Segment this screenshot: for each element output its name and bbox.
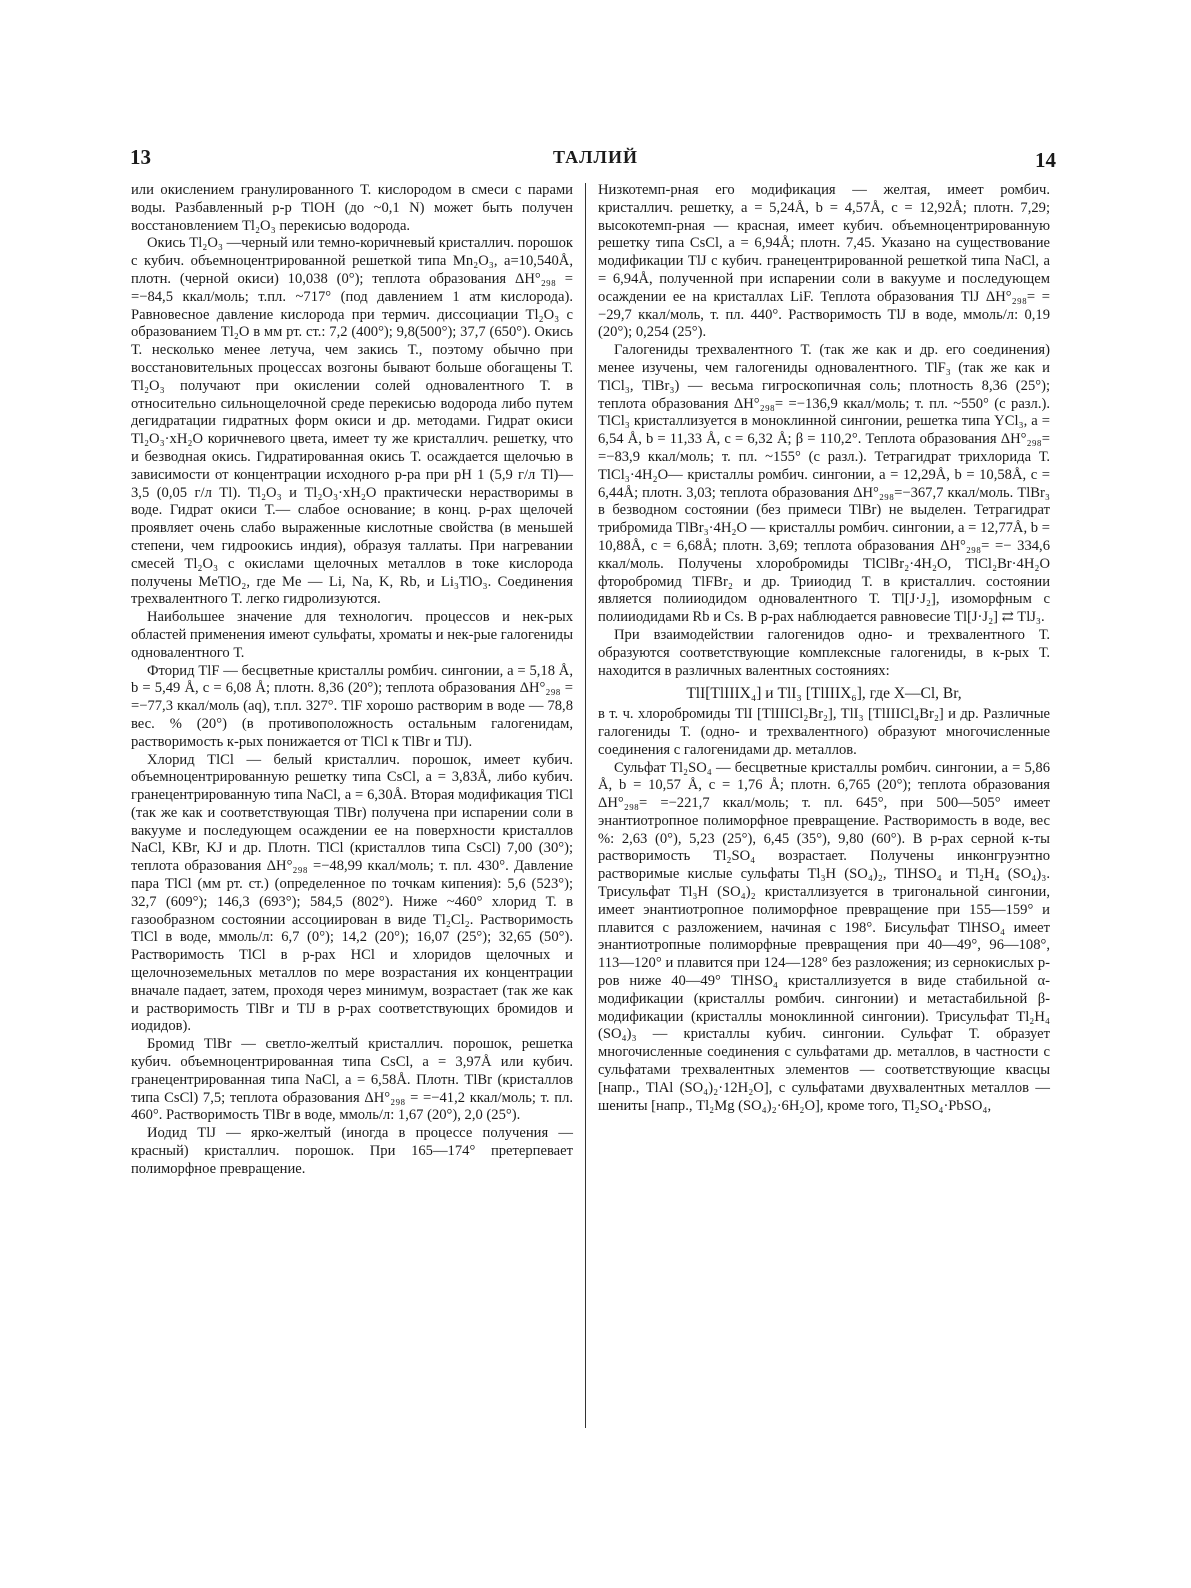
page-number-right: 14 bbox=[1035, 148, 1056, 172]
page-title: ТАЛЛИЙ bbox=[553, 147, 638, 167]
formula: TlI[TlIIIX₄] и TlI₃ [TlIIIX₆], где X—Cl, Br, bbox=[686, 685, 962, 703]
paragraph-fluoride: Фторид TlF — бесцветные кристаллы ромбич. сингонии, a = 5,18 Å, b = 5,49 Å, c = 6,08 Å; плотн. 8,36 (20°); теплота образования ΔH°₂₉₈ = =−77,3 ккал/моль (aq), т.пл. 327°. TlF хорошо растворим в воде — 78,8 вес. % (20°) (в противоположность остальным галогенидам, растворимость к-рых понижается от TlCl к TlBr и TlJ). bbox=[131, 662, 573, 750]
paragraph-chloride: Хлорид TlCl — белый кристаллич. порошок, имеет кубич. объемноцентрированную решетку типа CsCl, a = 3,83Å, либо кубич. гранецентрированную типа NaCl, a = 6,30Å. Вторая модификация TlCl (так же как и соответствующая TlBr) получена при испарении соли в вакууме и последующем осаждении ее на поверхности кристаллов NaCl, KBr, KJ и др. Плотн. TlCl (кристаллов типа CsCl) 7,00 (30°); теплота образования ΔH°₂₉₈ =−48,99 ккал/моль; т. пл. 430°. Давление пара TlCl (мм рт. ст.) (определенное по точкам кипения): 5,6 (523°); 32,7 (609°); 146,3 (693°); 584,5 (802°). Ниже ~460° хлорид Т. в газообразном состоянии ассоциирован в виде Tl₂Cl₂. Растворимость TlCl в воде, ммоль/л: 6,7 (0°); 14,2 (20°); 16,07 (25°); 32,65 (50°). Растворимость TlCl в р-рах HCl и хлоридов щелочных и щелочноземельных металлов по мере возрастания их концентрации вначале падает, затем, проходя через минимум, возрастает (так же как и растворимость TlBr и TlJ в р-рах соответствующих бромидов и иодидов). bbox=[131, 751, 573, 1035]
paragraph-bromide: Бромид TlBr — светло-желтый кристаллич. порошок, решетка кубич. объемноцентрированная типа CsCl, a = 3,97Å или кубич. гранецентрированная типа NaCl, a = 6,58Å. Плотн. TlBr (кристаллов типа CsCl) 7,5; теплота образования ΔH°₂₉₈ = =−41,2 ккал/моль; т. пл. 460°. Растворимость TlBr в воде, ммоль/л: 1,67 (20°), 2,0 (25°). bbox=[131, 1036, 573, 1124]
paragraph-trivalent-halides: Галогениды трехвалентного Т. (так же как и др. его соединения) менее изучены, чем галогениды одновалентного. TlF₃ (так же как и TlCl₃, TlBr₃) — весьма гигроскопичная соль; плотность 8,36 (25°); теплота образования ΔH°₂₉₈= =−136,9 ккал/моль; т. пл. ~550° (с разл.). TlCl₃ кристаллизуется в моноклинной сингонии, решетка типа YCl₃, a = 6,54 Å, b = 11,33 Å, c = 6,32 Å; β = 110,2°. Теплота образования ΔH°₂₉₈= =−83,9 ккал/моль; т. пл. ~155° (с разл.). Тетрагидрат трихлорида Т. TlCl₃·4H₂O— кристаллы ромбич. сингонии, a = 12,29Å, b = 10,58Å, c = 6,44Å; плотн. 3,03; теплота образования ΔH°₂₉₈=−367,7 ккал/моль. TlBr₃ в безводном состоянии (без примеси TlBr) не выделен. Тетрагидрат трибромида TlBr₃·4H₂O — кристаллы ромбич. сингонии, a = 12,77Å, b = 10,88Å, c = 6,68Å; плотн. 3,69; теплота образования ΔH°₂₉₈= =− 334,6 ккал/моль. Получены хлоробромиды TlClBr₂·4H₂O, TlCl₂Br·4H₂O фторобромид TlFBr₂ и др. Трииодид Т. в кристаллич. состоянии является полииодидом одновалентного Т. Tl[J·J₂], изоморфным с полииодидами Rb и Cs. В р-рах наблюдается равновесие Tl[J·J₂] ⇄ TlJ₃. bbox=[598, 342, 1050, 626]
paragraph: Низкотемп-рная его модификация — желтая, имеет ромбич. кристаллич. решетку, a = 5,24Å, b = 4,57Å, c = 12,92Å; плотн. 7,29; высокотемп-рная — красная, имеет кубич. объемноцентрированную решетку типа CsCl, a = 6,94Å; плотн. 7,45. Указано на существование модификации TlJ с кубич. гранецентрированной решеткой типа NaCl, a = 6,94Å, полученной при испарении соли в вакууме и последующем осаждении ее на кристаллах LiF. Теплота образования TlJ ΔH°₂₉₈= = −29,7 ккал/моль, т. пл. 440°. Растворимость TlJ в воде, ммоль/л: 0,19 (20°); 0,254 (25°). bbox=[598, 182, 1050, 341]
paragraph: или окислением гранулированного Т. кислородом в смеси с парами воды. Разбавленный р-р TlOH (до ~0,1 N) может быть получен восстановлением Tl₂O₃ перекисью водорода. bbox=[131, 182, 573, 234]
paragraph: Наибольшее значение для технологич. процессов и нек-рых областей применения имеют сульфаты, хроматы и нек-рые галогениды одновалентного Т. bbox=[131, 609, 573, 661]
paragraph-oxide: Окись Tl₂O₃ —черный или темно-коричневый кристаллич. порошок с кубич. объемноцентрированной решеткой типа Mn₂O₃, a=10,540Å, плотн. (черной окиси) 10,038 (0°); теплота образования ΔH°₂₉₈ = =−84,5 ккал/моль; т.пл. ~717° (под давлением 1 атм кислорода). Равновесное давление кислорода при термич. диссоциации Tl₂O₃ с образованием Tl₂O в мм рт. ст.: 7,2 (400°); 9,8(500°); 37,7 (650°). Окись Т. несколько менее летуча, чем закись Т., поэтому обычно при восстановительных процессах возгоны бывают больше обогащены Т. Tl₂O₃ получают при окислении солей одновалентного Т. в относительно сильнощелочной среде перекисью водорода либо путем дегидратации гидратных форм окиси и др. методами. Гидрат окиси Tl₂O₃·xH₂O коричневого цвета, имеет ту же кристаллич. решетку, что и безводная окись. Гидратированная окись Т. осаждается щелочью в зависимости от концентрации исходного р-ра при pH 1 (5,9 г/л Tl)—3,5 (0,05 г/л Tl). Tl₂O₃ и Tl₂O₃·xH₂O практически нерастворимы в воде. Гидрат окиси Т.— слабое основание; в конц. р-рах щелочей проявляет очень слабо выраженные кислотные свойства (в меньшей степени, чем гидроокись индия), образуя таллаты. При нагревании смесей Tl₂O₃ с окислами щелочных металлов в токе кислорода получены MeTlO₂, где Me — Li, Na, K, Rb, и Li₃TlO₃. Соединения трехвалентного Т. легко гидролизуются. bbox=[131, 235, 573, 608]
paragraph-iodide: Иодид TlJ — ярко-желтый (иногда в процессе получения — красный) кристаллич. порошок. При 165—174° претерпевает полиморфное превращение. bbox=[131, 1125, 573, 1177]
right-column bbox=[598, 182, 1050, 1115]
paragraph: При взаимодействии галогенидов одно- и трехвалентного Т. образуются соответствующие комплексные галогениды, в к-рых Т. находится в различных валентных состояниях: bbox=[598, 626, 1050, 679]
column-divider bbox=[585, 183, 586, 1428]
left-column bbox=[131, 182, 573, 1179]
paragraph: в т. ч. хлоробромиды TlI [TlIIICl₂Br₂], TlI₃ [TlIIICl₄Br₂] и др. Различные галогениды Т. (одно- и трехвалентного) образуют многочисленные соединения с галогенидами др. металлов. bbox=[598, 706, 1050, 758]
paragraph-sulfate: Сульфат Tl₂SO₄ — бесцветные кристаллы ромбич. сингонии, a = 5,86 Å, b = 10,57 Å, c = 1,76 Å; плотн. 6,765 (20°); теплота образования ΔH°₂₉₈= =−221,7 ккал/моль; т. пл. 645°, при 500—505° имеет энантиотропное полиморфное превращение. Растворимость в воде, вес %: 2,63 (0°), 5,23 (25°), 6,45 (35°), 9,80 (60°). В р-рах серной к-ты растворимость Tl₂SO₄ возрастает. Получены инконгруэнтно растворимые кислые сульфаты Tl₃H (SO₄)₂, TlHSO₄ и Tl₂H₄ (SO₄)₃. Трисульфат Tl₃H (SO₄)₂ кристаллизуется в тригональной сингонии, имеет энантиотропное полиморфное превращение при 155—159° и плавится с разложением, начиная с 198°. Бисульфат TlHSO₄ имеет энантиотропные полиморфные превращения при 40—49°, 96—108°, 113—120° и плавится при 124—128° без разложения; из сернокислых р-ров ниже 40—49° TlHSO₄ кристаллизуется в виде стабильной α-модификации (кристаллы ромбич. сингонии) и метастабильной β-модификации (кристаллы моноклинной сингонии). Трисульфат Tl₂H₄ (SO₄)₃ — кристаллы кубич. сингонии. Сульфат Т. образует многочисленные соединения с сульфатами др. металлов, в частности с сульфатами трехвалентных элементов — соответствующие квасцы [напр., TlAl (SO₄)₂·12H₂O], с сульфатами двухвалентных металлов — шениты [напр., Tl₂Mg (SO₄)₂·6H₂O], кроме того, Tl₂SO₄·PbSO₄, bbox=[598, 759, 1050, 1114]
page-number-left: 13 bbox=[130, 145, 151, 169]
